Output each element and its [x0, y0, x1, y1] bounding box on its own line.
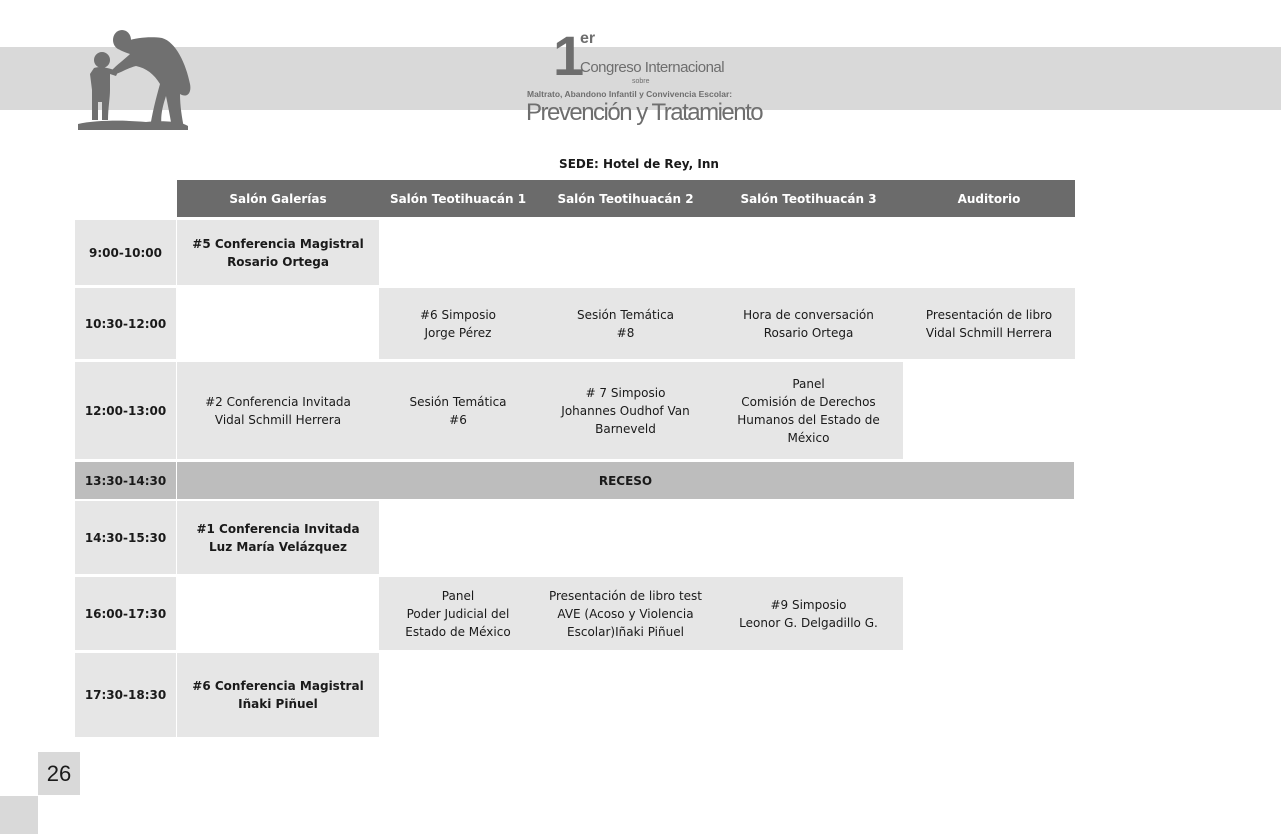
event-cell: Panel Comisión de Derechos Humanos del Estado de México — [714, 362, 903, 459]
time-slot: 16:00-17:30 — [75, 577, 176, 650]
column-header-teotihuacan-3: Salón Teotihuacán 3 — [714, 180, 903, 217]
event-cell: #1 Conferencia Invitada Luz María Velázquez — [177, 501, 379, 574]
title-congreso: Congreso Internacional — [580, 59, 725, 76]
title-sobre: sobre — [632, 78, 650, 85]
title-superscript: er — [580, 30, 596, 47]
time-slot: 17:30-18:30 — [75, 653, 176, 737]
recess-row: RECESO — [177, 462, 1074, 499]
event-cell: #6 Simposio Jorge Pérez — [379, 288, 537, 359]
page-number: 26 — [38, 752, 80, 795]
event-cell: # 7 Simposio Johannes Oudhof Van Barneveld — [537, 362, 714, 459]
column-header-teotihuacan-1: Salón Teotihuacán 1 — [379, 180, 537, 217]
title-number: 1 — [553, 24, 583, 87]
event-cell: #5 Conferencia Magistral Rosario Ortega — [177, 220, 379, 285]
time-slot: 12:00-13:00 — [75, 362, 176, 459]
event-cell: #6 Conferencia Magistral Iñaki Piñuel — [177, 653, 379, 737]
event-cell: Panel Poder Judicial del Estado de México — [379, 577, 537, 650]
column-header-auditorio: Auditorio — [903, 180, 1075, 217]
title-main: Prevención y Tratamiento — [526, 99, 763, 126]
title-subtitle: Maltrato, Abandono Infantil y Convivencia Escolar: — [527, 89, 733, 99]
event-cell: Presentación de libro Vidal Schmill Herrera — [903, 288, 1075, 359]
time-slot: 13:30-14:30 — [75, 462, 176, 499]
corner-decoration — [0, 796, 38, 834]
event-cell: Sesión Temática #8 — [537, 288, 714, 359]
time-slot: 14:30-15:30 — [75, 501, 176, 574]
column-header-teotihuacan-2: Salón Teotihuacán 2 — [537, 180, 714, 217]
congress-title — [520, 26, 780, 136]
event-cell: #9 Simposio Leonor G. Delgadillo G. — [714, 577, 903, 650]
event-cell: Presentación de libro test AVE (Acoso y Violencia Escolar)Iñaki Piñuel — [537, 577, 714, 650]
column-header-salon-galerias: Salón Galerías — [177, 180, 379, 217]
venue-label: SEDE: Hotel de Rey, Inn — [559, 157, 719, 171]
event-cell: Sesión Temática #6 — [379, 362, 537, 459]
time-slot: 9:00-10:00 — [75, 220, 176, 285]
time-slot: 10:30-12:00 — [75, 288, 176, 359]
event-cell: #2 Conferencia Invitada Vidal Schmill Herrera — [177, 362, 379, 459]
mother-child-logo — [76, 28, 196, 132]
event-cell: Hora de conversación Rosario Ortega — [714, 288, 903, 359]
